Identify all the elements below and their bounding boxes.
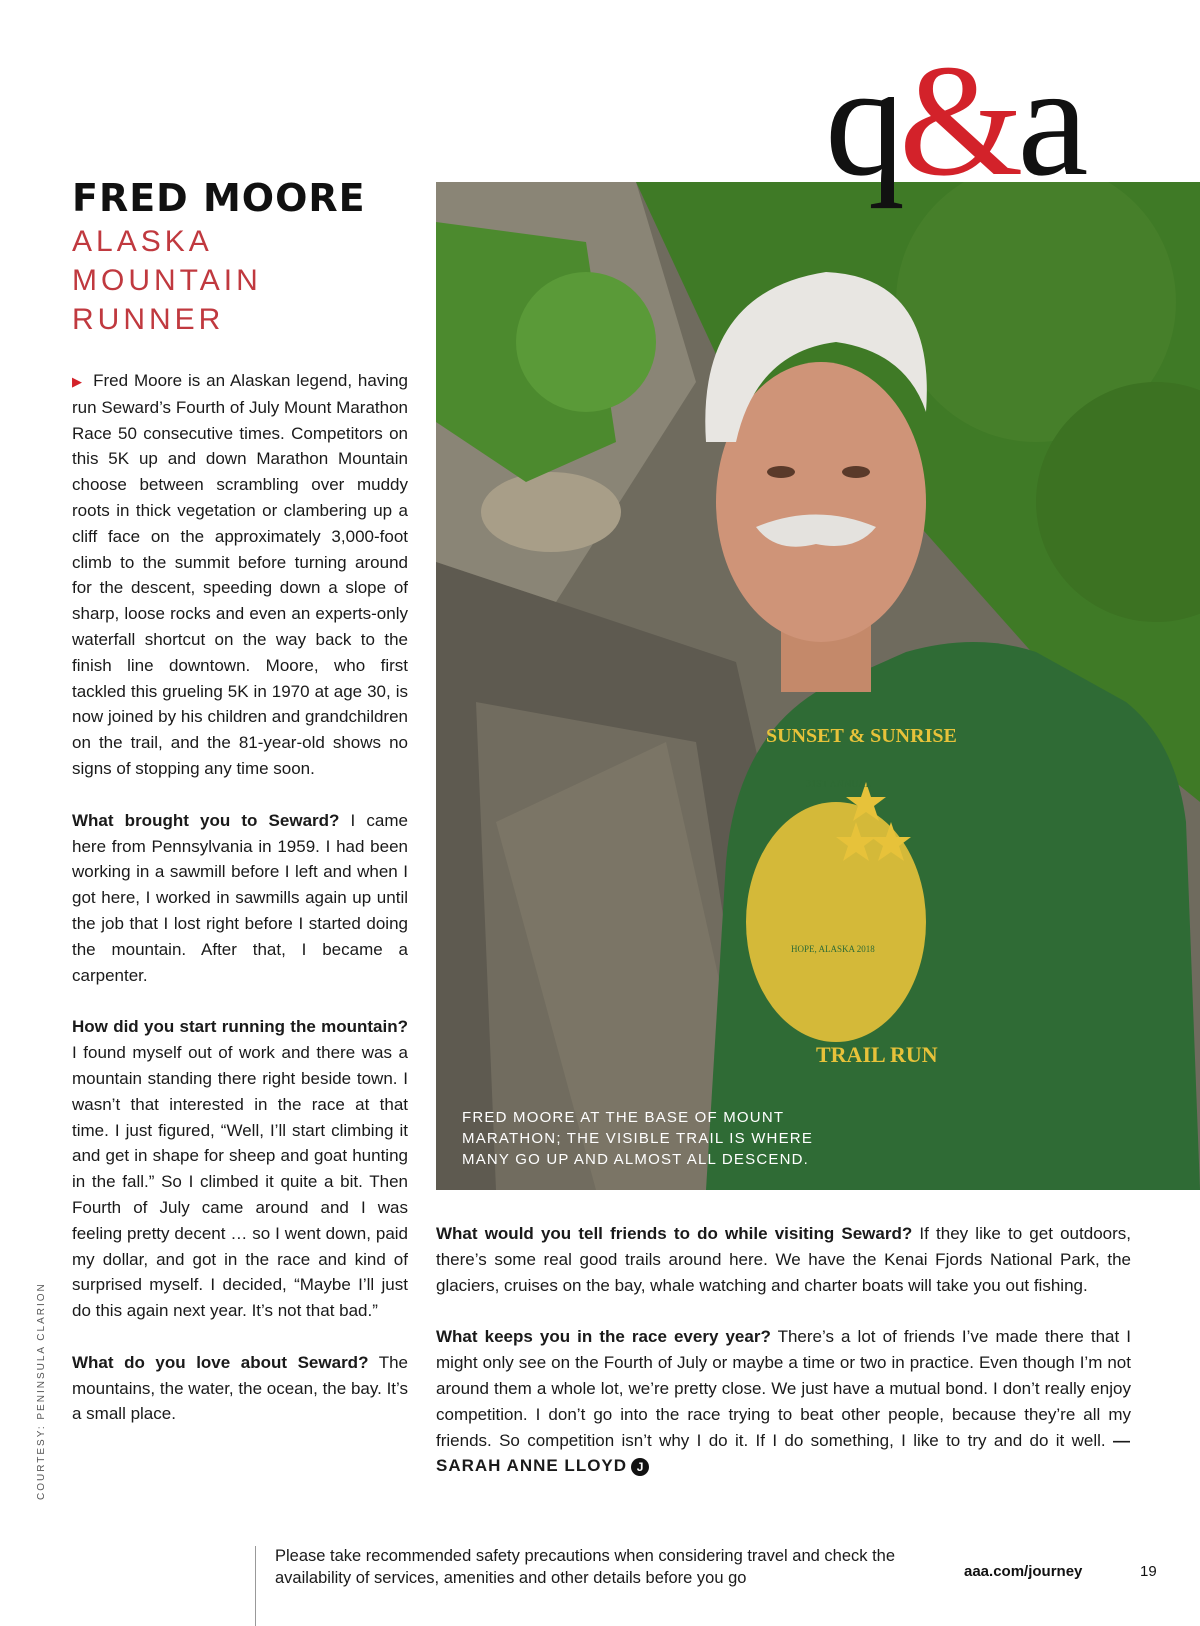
footer-divider: [255, 1546, 256, 1626]
shirt-text-bottom: TRAIL RUN: [816, 1042, 938, 1067]
qa-question: What do you love about Seward?: [72, 1352, 369, 1372]
left-column: [72, 368, 408, 1453]
interviewee-name: FRED MOORE: [72, 176, 366, 220]
photo-credit: COURTESY: PENINSULA CLARION: [36, 1282, 47, 1500]
intro-text: Fred Moore is an Alaskan legend, having run Seward’s Fourth of July Mount Marathon Race 50 consecutive times. Competitors on this 5K up and down Marathon Mountain choose between scrambling over muddy roots in thick vegetation or clambering up a cliff face on the approximately 3,000-foot climb to the summit before turning around for the descent, speeding down a slope of sharp, loose rocks and even an experts-only waterfall shortcut on the way back to the finish line downtown. Moore, who first tackled this grueling 5K in 1970 at age 30, is now joined by his children and grandchildren on the trail, and the 81-year-old shows no signs of stopping any time soon.: [72, 371, 409, 778]
qa-answer: I found myself out of work and there was a mountain standing there right beside town. I wasn’t that interested in the race at that time. I just figured, “Well, I’ll start climbing it and get in shape for sheep and goat hunting in the fall.” So I climbed it quite a bit. Then Fourth of July came around and I was feeling pretty decent … so I went down, paid my dollar, and got in the race and kind of surprised myself. I decided, “Maybe I’ll just do this again next year. It’s not that bad.”: [72, 1043, 408, 1321]
footer-url-link[interactable]: aaa.com/journey: [964, 1563, 1083, 1580]
qa-question: What brought you to Seward?: [72, 810, 340, 830]
qa-item: [72, 808, 408, 989]
qa-question: How did you start running the mountain?: [72, 1017, 408, 1037]
shirt-text-small-1: 31ST ANNUAL: [806, 779, 872, 790]
qa-item: [72, 1350, 408, 1427]
qa-item: [72, 1014, 408, 1324]
interviewee-subtitle: ALASKA MOUNTAIN RUNNER: [72, 225, 262, 336]
qa-answer: The mountains, the water, the ocean, the bay. It’s a small place.: [72, 1352, 408, 1424]
qa-question: What keeps you in the race every year?: [436, 1327, 771, 1347]
section-logo: [825, 31, 1083, 209]
qa-answer: I came here from Pennsylvania in 1959. I had been working in a sawmill before I left and when I got here, I worked in sawmills again up until the job that I lost right before I started doing the mountain. After that, I became a carpenter.: [72, 810, 408, 985]
qa-question: What would you tell friends to do while visiting Seward?: [436, 1224, 913, 1243]
right-column: [436, 1221, 1131, 1505]
qa-answer: If they like to get outdoors, there’s some real good trails around here. We have the Kenai Fjords National Park, the glaciers, cruises on the bay, whale watching and charter boats will take you out fishing.: [436, 1224, 1131, 1295]
section-logo-ampersand: &: [899, 31, 1018, 209]
qa-item: [436, 1221, 1131, 1298]
photo-caption: FRED MOORE AT THE BASE OF MOUNT MARATHON; THE VISIBLE TRAIL IS WHERE MANY GO UP AND ALMOST ALL DESCEND.: [462, 1109, 814, 1168]
end-mark-icon: J: [631, 1458, 649, 1476]
qa-item: [436, 1324, 1131, 1479]
section-logo-a: a: [1017, 31, 1083, 209]
page-number: 19: [1140, 1563, 1157, 1580]
intro-paragraph: [72, 368, 408, 782]
footer-safety-note: Please take recommended safety precautions when considering travel and check the availability of services, amenities and other details before you go: [275, 1547, 896, 1587]
triangle-arrow-icon: ▶: [72, 374, 84, 389]
feature-photo-illustration: [436, 182, 1200, 1190]
author-byline: — SARAH ANNE LLOYD: [436, 1430, 1131, 1476]
feature-photo: [436, 182, 1200, 1190]
shirt-text-top: SUNSET & SUNRISE: [766, 725, 957, 747]
shirt-text-small-2: HOPE, ALASKA 2018: [791, 944, 875, 954]
section-logo-q: q: [825, 31, 899, 209]
qa-answer: There’s a lot of friends I’ve made there that I might only see on the Fourth of July or maybe a time or two in practice. Even though I’m not around them a whole lot, we’re pretty close. We just have a mutual bond. I don’t really enjoy competition. I don’t go into the race trying to beat other people, because they’re all my friends. So competition isn’t why I do it. If I do something, I like to try and do it well.: [436, 1327, 1131, 1450]
